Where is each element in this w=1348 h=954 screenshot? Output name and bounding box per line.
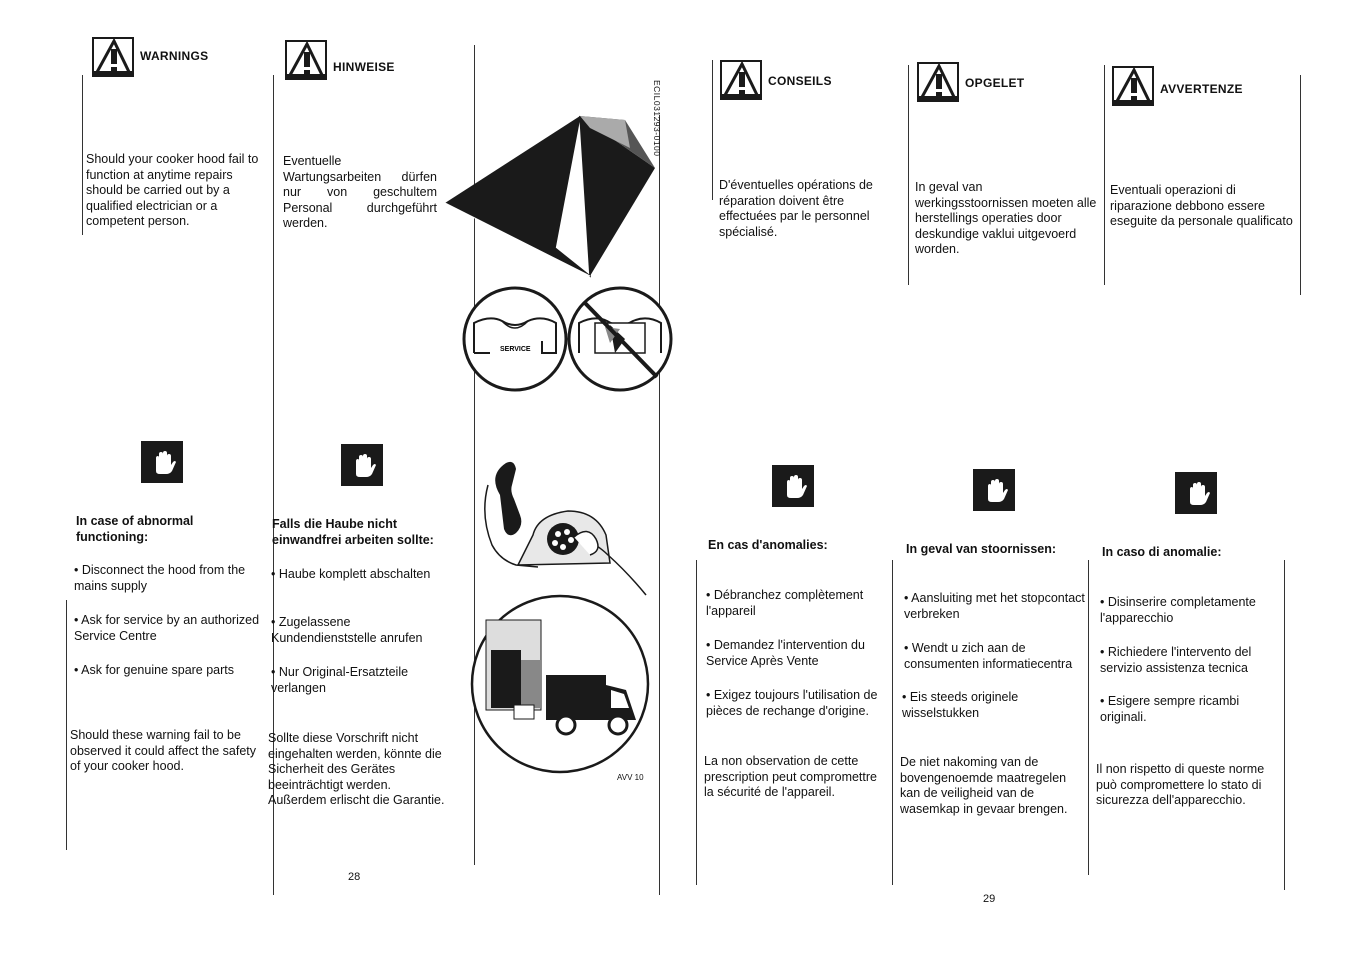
intro-text: Eventuelle Wartungsarbeiten dürfen nur von geschultem Personal durchgeführt werden. [283, 154, 437, 230]
warning-triangle-icon [720, 60, 762, 100]
warnings-heading [92, 37, 208, 77]
avvertenze-heading [1112, 66, 1243, 106]
abnormal-heading: Falls die Haube nicht einwandfrei arbeiten sollte: [272, 517, 434, 547]
bullet-item: • Zugelassene Kundendienststelle anrufen [271, 615, 423, 645]
figure-label: AVV 10 [617, 773, 644, 782]
warning-triangle-icon [1112, 66, 1154, 106]
bullet-item: • Wendt u zich aan de consumenten informatiecentra [904, 641, 1073, 671]
rule-left-bottom [66, 600, 67, 850]
opgelet-heading [917, 62, 1024, 102]
page-number-left: 28 [348, 871, 361, 883]
bullet-item: • Disinserire completamente l'apparecchio [1100, 595, 1256, 625]
bullet-item: • Demandez l'intervention du Service Après Vente [706, 638, 865, 668]
rule-page29-left [712, 60, 713, 200]
bullet-item: • Débranchez complètement l'appareil [706, 588, 864, 618]
warning-triangle-icon [285, 40, 327, 80]
rule-right-edge [1300, 75, 1301, 295]
closing-text: La non observation de cette prescription peut compromettre la sécurité de l'appareil. [704, 754, 877, 799]
stop-hand-icon [341, 444, 383, 486]
service-allowed-illustration [460, 283, 570, 395]
closing-text: Il non rispetto di queste norme può compromettere lo stato di sicurezza dell'apparecchio. [1096, 762, 1265, 807]
closing-text: De niet nakoming van de bovengenoemde maatregelen kan de veiligheid van de wasemkap in gevaar brengen. [900, 755, 1068, 816]
abnormal-heading: In caso di anomalie: [1102, 545, 1222, 559]
bullet-item: • Exigez toujours l'utilisation de pièces de rechange d'origine. [706, 688, 878, 718]
abnormal-heading: En cas d'anomalies: [708, 538, 828, 552]
service-van-illustration [466, 590, 656, 780]
closing-text: Should these warning fail to be observed it could affect the safety of your cooker hood. [70, 728, 256, 773]
bullet-item: • Haube komplett abschalten [271, 567, 431, 581]
figure-code: ECIL031293-0100 [652, 80, 662, 157]
heading-title: HINWEISE [333, 60, 395, 74]
hinweise-heading [285, 40, 395, 80]
intro-text: Should your cooker hood fail to function at anytime repairs should be carried out by a qualified electrician or a competent person. [86, 152, 259, 228]
page-number-right: 29 [983, 893, 996, 905]
abnormal-heading: In case of abnormal functioning: [76, 514, 194, 544]
rule-col4-col5 [1104, 65, 1105, 285]
intro-text: Eventuali operazioni di riparazione debbono essere eseguite da personale qualificato [1110, 183, 1293, 228]
service-label: SERVICE [500, 346, 531, 353]
stop-hand-icon [141, 441, 183, 483]
intro-text: D'éventuelles opérations de réparation doivent être effectuées par le personnel spécialisé. [719, 178, 873, 239]
stop-hand-icon [772, 465, 814, 507]
bullet-item: • Nur Original-Ersatzteile verlangen [271, 665, 409, 695]
rule-page29-left-bottom [696, 560, 697, 885]
warning-triangle-icon [92, 37, 134, 77]
closing-text: Sollte diese Vorschrift nicht eingehalten werden, könnte die Sicherheit des Gerätes beeinträchtigt werden. Außerdem erlischt die Garantie. [268, 731, 445, 807]
heading-title: AVVERTENZE [1160, 82, 1243, 96]
bullet-item: • Ask for service by an authorized Service Centre [74, 613, 260, 643]
conseils-heading [720, 60, 832, 100]
intro-text: In geval van werkingsstoornissen moeten alle herstellings operaties door deskundige vaklui uitgevoerd worden. [915, 180, 1097, 256]
rule-col3-col4-bottom [892, 560, 893, 885]
telephone-illustration [478, 455, 648, 605]
warning-triangle-icon [917, 62, 959, 102]
bullet-item: • Eis steeds originele wisselstukken [902, 690, 1019, 720]
heading-title: CONSEILS [768, 74, 832, 88]
heading-title: WARNINGS [140, 49, 209, 63]
cooker-hood-illustration [440, 108, 662, 278]
bullet-item: • Esigere sempre ricambi originali. [1100, 694, 1240, 724]
no-diy-illustration [565, 283, 675, 395]
rule-col3-col4 [908, 65, 909, 285]
bullet-item: • Disconnect the hood from the mains supply [74, 563, 246, 593]
rule-col4-col5-bottom [1088, 560, 1089, 875]
heading-title: OPGELET [965, 76, 1025, 90]
bullet-item: • Aansluiting met het stopcontact verbreken [904, 591, 1085, 621]
bullet-item: • Richiedere l'intervento del servizio assistenza tecnica [1100, 645, 1252, 675]
stop-hand-icon [1175, 472, 1217, 514]
rule-left-edge [82, 75, 83, 235]
stop-hand-icon [973, 469, 1015, 511]
bullet-item: • Ask for genuine spare parts [74, 663, 235, 677]
abnormal-heading: In geval van stoornissen: [906, 542, 1057, 556]
